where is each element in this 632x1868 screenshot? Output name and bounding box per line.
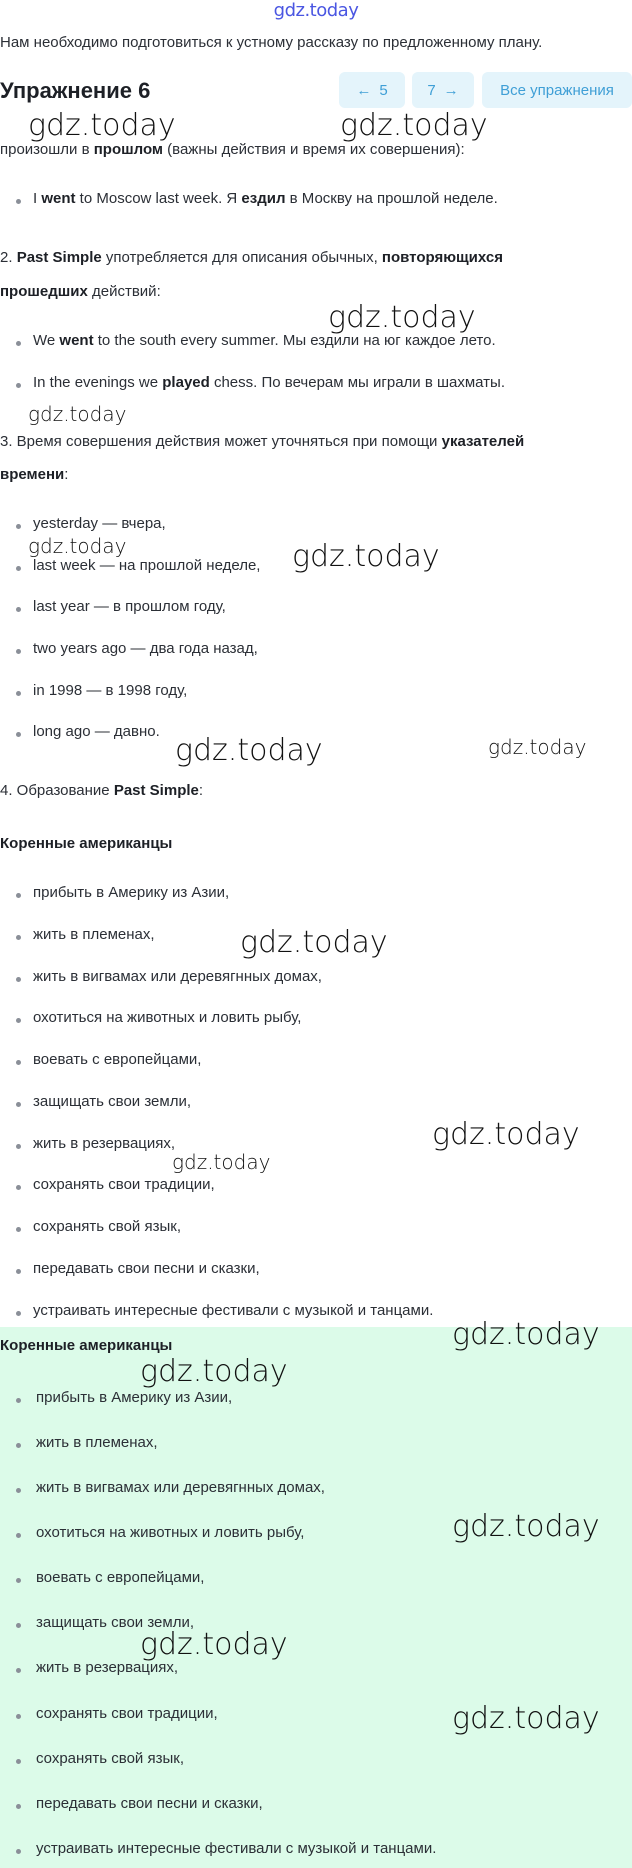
list-item: воевать с европейцами,: [0, 1051, 632, 1075]
list-item: охотиться на животных и ловить рыбу,: [0, 1009, 632, 1033]
bullet-icon: [16, 1060, 21, 1065]
bullet-icon: [16, 1443, 21, 1448]
paragraph-rule-4: 4. Образование Past Simple:: [0, 782, 204, 799]
bullet-icon: [16, 1144, 21, 1149]
list-item: сохранять свои традиции,: [0, 1705, 632, 1729]
arrow-left-icon: ←: [356, 81, 372, 99]
bullet-icon: [16, 1398, 21, 1403]
bullet-icon: [16, 1311, 21, 1316]
list-item: жить в племенах,: [0, 1434, 632, 1458]
list-item: in 1998 — в 1998 году,: [0, 682, 632, 706]
list-item: защищать свои земли,: [0, 1614, 632, 1638]
bullet-icon: [16, 1227, 21, 1232]
bullet-icon: [16, 649, 21, 654]
bullet-icon: [16, 977, 21, 982]
paragraph-rule-2: 2. Past Simple употребляется для описания обычных, повторяющихся: [0, 249, 503, 266]
section-title: Коренные американцы: [0, 835, 173, 852]
paragraph-rule-2-cont: прошедших действий:: [0, 283, 161, 300]
bullet-icon: [16, 691, 21, 696]
list-item: сохранять свой язык,: [0, 1750, 632, 1774]
next-exercise-label: 7: [427, 81, 436, 99]
list-item: прибыть в Америку из Азии,: [0, 884, 632, 908]
bullet-icon: [16, 732, 21, 737]
list-item: устраивать интересные фестивали с музыкой и танцами.: [0, 1302, 632, 1326]
bullet-icon: [16, 524, 21, 529]
intro-text: Нам необходимо подготовиться к устному рассказу по предложенному плану.: [0, 34, 543, 51]
bullet-icon: [16, 1185, 21, 1190]
list-item: устраивать интересные фестивали с музыкой и танцами.: [0, 1840, 632, 1864]
bullet-icon: [16, 1102, 21, 1107]
watermark: gdz.today: [328, 300, 476, 335]
list-item: охотиться на животных и ловить рыбу,: [0, 1524, 632, 1548]
bullet-icon: [16, 199, 21, 204]
list-item: жить в резервациях,: [0, 1659, 632, 1683]
arrow-right-icon: →: [443, 81, 459, 99]
bullet-icon: [16, 1488, 21, 1493]
bullet-icon: [16, 607, 21, 612]
all-exercises-label: Все упражнения: [500, 81, 614, 99]
list-item: жить в вигвамах или деревягнных домах,: [0, 968, 632, 992]
bullet-icon: [16, 1668, 21, 1673]
list-item: We went to the south every summer. Мы ездили на юг каждое лето.: [0, 332, 632, 356]
watermark: gdz.today: [488, 735, 587, 759]
watermark: gdz.today: [28, 402, 127, 426]
list-item: сохранять свой язык,: [0, 1218, 632, 1242]
list-item: In the evenings we played chess. По вечерам мы играли в шахматы.: [0, 374, 632, 398]
list-item: передавать свои песни и сказки,: [0, 1795, 632, 1819]
watermark: gdz.today: [140, 1354, 288, 1389]
paragraph-past-intro: произошли в прошлом (важны действия и время их совершения):: [0, 141, 465, 158]
bullet-icon: [16, 1623, 21, 1628]
paragraph-rule-3: 3. Время совершения действия может уточняться при помощи указателей: [0, 433, 525, 450]
site-logo[interactable]: gdz.today: [273, 0, 359, 21]
watermark: gdz.today: [432, 1117, 580, 1152]
list-item: жить в вигвамах или деревягнных домах,: [0, 1479, 632, 1503]
list-item: жить в резервациях,: [0, 1135, 632, 1159]
bullet-icon: [16, 341, 21, 346]
paragraph-rule-3-cont: времени:: [0, 466, 69, 483]
list-item: воевать с европейцами,: [0, 1569, 632, 1593]
bullet-icon: [16, 1578, 21, 1583]
exercise-title: Упражнение 6: [0, 78, 151, 103]
bullet-icon: [16, 935, 21, 940]
list-item: last year — в прошлом году,: [0, 598, 632, 622]
watermark: gdz.today: [452, 1509, 600, 1544]
watermark: gdz.today: [28, 534, 127, 558]
watermark: gdz.today: [28, 108, 176, 143]
answer-title: Коренные американцы: [0, 1337, 173, 1354]
list-item: I went to Moscow last week. Я ездил в Москву на прошлой неделе.: [0, 190, 632, 214]
watermark: gdz.today: [240, 925, 388, 960]
list-item: прибыть в Америку из Азии,: [0, 1389, 632, 1413]
prev-exercise-button[interactable]: [339, 72, 405, 108]
bullet-icon: [16, 1849, 21, 1854]
bullet-icon: [16, 566, 21, 571]
bullet-icon: [16, 383, 21, 388]
watermark: gdz.today: [140, 1627, 288, 1662]
bullet-icon: [16, 1018, 21, 1023]
list-item: жить в племенах,: [0, 926, 632, 950]
watermark: gdz.today: [292, 539, 440, 574]
prev-exercise-label: 5: [379, 81, 388, 99]
bullet-icon: [16, 1714, 21, 1719]
list-item: защищать свои земли,: [0, 1093, 632, 1117]
list-item: yesterday — вчера,: [0, 515, 632, 539]
list-item: передавать свои песни и сказки,: [0, 1260, 632, 1284]
watermark: gdz.today: [175, 733, 323, 768]
bullet-icon: [16, 1533, 21, 1538]
list-item: сохранять свои традиции,: [0, 1176, 632, 1200]
watermark: gdz.today: [340, 108, 488, 143]
list-item: two years ago — два года назад,: [0, 640, 632, 664]
watermark: gdz.today: [452, 1701, 600, 1736]
bullet-icon: [16, 1269, 21, 1274]
bullet-icon: [16, 893, 21, 898]
next-exercise-button[interactable]: [412, 72, 474, 108]
watermark: gdz.today: [172, 1150, 271, 1174]
list-item: long ago — давно.: [0, 723, 632, 747]
bullet-icon: [16, 1759, 21, 1764]
watermark: gdz.today: [452, 1317, 600, 1352]
list-item: last week — на прошлой неделе,: [0, 557, 632, 581]
bullet-icon: [16, 1804, 21, 1809]
all-exercises-button[interactable]: [482, 72, 632, 108]
